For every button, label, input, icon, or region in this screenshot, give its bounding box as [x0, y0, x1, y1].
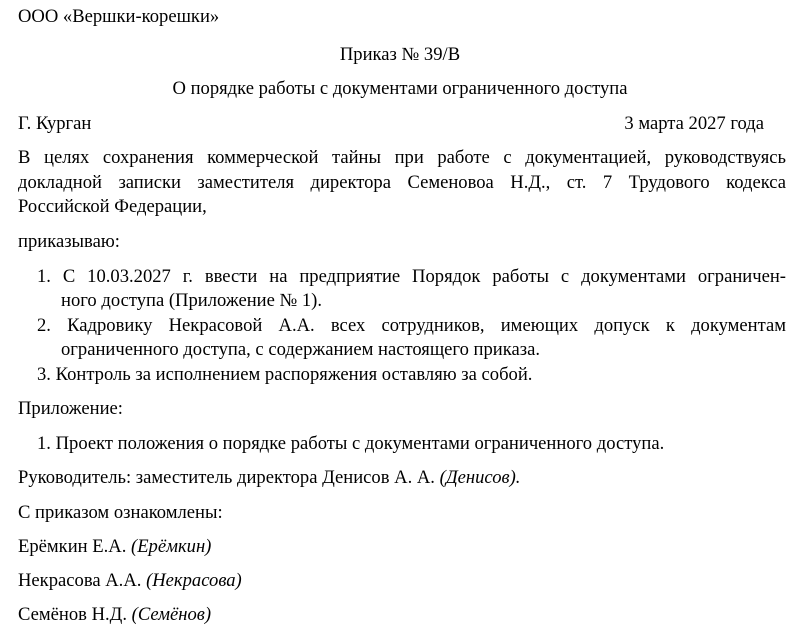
person-signature: (Некрасова)	[146, 570, 242, 591]
order-item-1-line-1: 1. С 10.03.2027 г. ввести на предприятие Порядок работы с документами ограничен-	[37, 266, 786, 287]
person-signature: (Ерёмкин)	[131, 536, 212, 557]
preamble-line-2: докладной записки заместителя директора Семеновоа Н.Д., ст. 7 Трудового кодекса	[18, 172, 786, 193]
person-name: Семёнов Н.Д.	[18, 604, 127, 625]
person-signature: (Семёнов)	[131, 604, 212, 625]
order-date: 3 марта 2027 года	[624, 113, 764, 134]
order-subject: О порядке работы с документами ограниченного доступа	[172, 78, 628, 99]
person-name: Ерёмкин Е.А.	[18, 536, 127, 557]
organization-name: ООО «Вершки-корешки»	[18, 6, 220, 27]
order-word: приказываю:	[18, 231, 120, 252]
city: Г. Курган	[18, 113, 92, 134]
person-name: Некрасова А.А.	[18, 570, 142, 591]
acquainted-person-1	[18, 538, 211, 557]
appendix-item-1: 1. Проект положения о порядке работы с документами ограниченного доступа.	[37, 433, 665, 454]
order-item-2-line-1: 2. Кадровику Некрасовой А.А. всех сотрудников, имеющих допуск к документам	[37, 315, 786, 336]
acquainted-label: С приказом ознакомлены:	[18, 502, 223, 523]
preamble-line-1: В целях сохранения коммерческой тайны при работе с документацией, руководствуясь	[18, 147, 786, 168]
acquainted-person-2	[18, 572, 242, 591]
order-item-2-line-2: ограниченного доступа, с содержанием настоящего приказа.	[61, 339, 540, 360]
appendix-label: Приложение:	[18, 398, 123, 419]
order-item-1-line-2: ного доступа (Приложение № 1).	[61, 290, 323, 311]
preamble-line-3: Российской Федерации,	[18, 196, 207, 217]
head-signature: (Денисов).	[439, 467, 521, 488]
head-signature-line	[18, 469, 520, 488]
order-item-3: 3. Контроль за исполнением распоряжения оставляю за собой.	[37, 364, 533, 385]
head-label: Руководитель: заместитель директора Денисов А. А.	[18, 467, 435, 488]
acquainted-person-3	[18, 606, 211, 625]
order-title: Приказ № 39/В	[339, 44, 461, 65]
